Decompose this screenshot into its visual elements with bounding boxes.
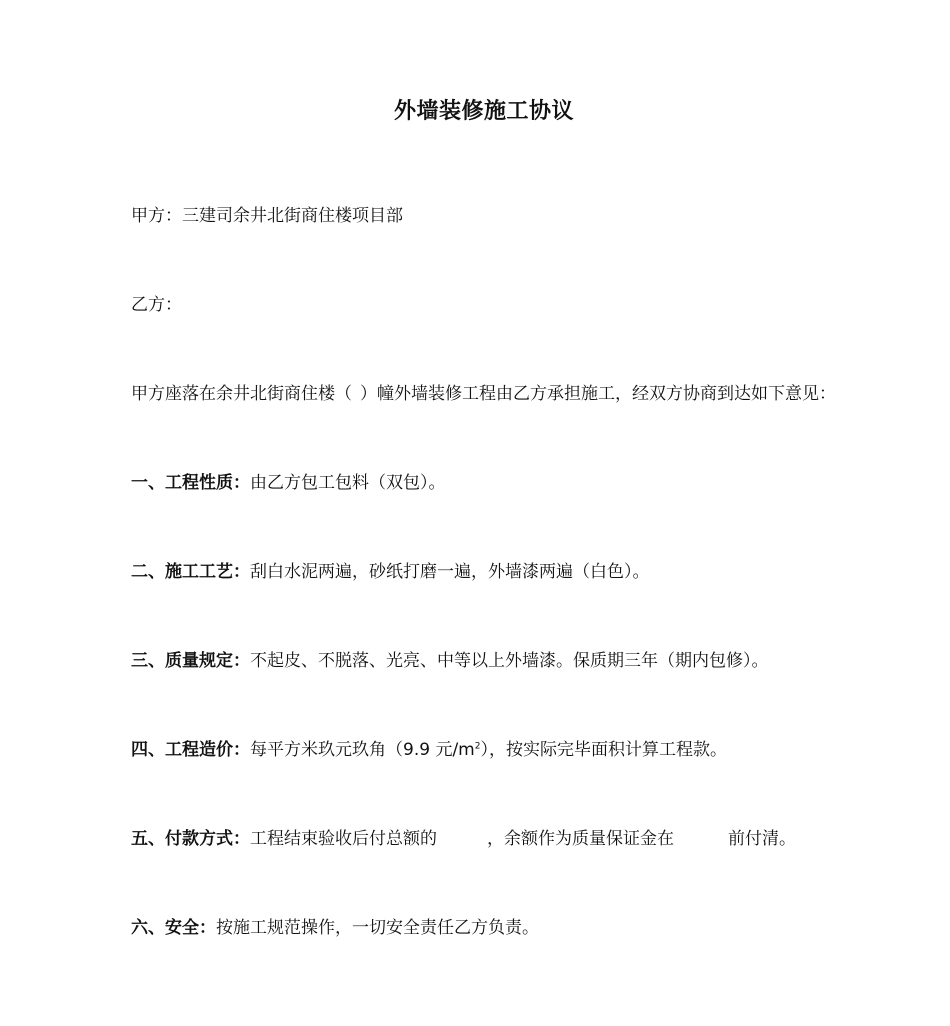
clause-5 — [131, 827, 796, 851]
clause-6 — [131, 916, 539, 940]
clause-3 — [131, 649, 769, 673]
clause-2 — [131, 560, 650, 584]
party-a-line: 甲方：三建司余井北街商住楼项目部 — [131, 206, 403, 226]
clause-1-label: 一、工程性质： — [131, 473, 250, 493]
clause-2-label: 二、施工工艺： — [131, 562, 250, 582]
clause-4-text-before: 每平方米玖元玖角（9.9 元/m — [250, 740, 475, 760]
clause-5-label: 五、付款方式： — [131, 829, 250, 849]
clause-4-superscript: 2 — [474, 741, 481, 752]
clause-5-text-part2: ，余额作为质量保证金在 — [487, 829, 674, 849]
clause-1 — [131, 471, 446, 495]
intro-paragraph — [131, 382, 836, 406]
clause-5-text-part1: 工程结束验收后付总额的 — [250, 829, 437, 849]
clause-2-text: 刮白水泥两遍，砂纸打磨一遍，外墙漆两遍（白色）。 — [250, 562, 650, 582]
clause-6-text: 按施工规范操作，一切安全责任乙方负责。 — [216, 918, 539, 938]
clause-3-text: 不起皮、不脱落、光亮、中等以上外墙漆。保质期三年（期内包修）。 — [250, 651, 769, 671]
clause-5-text-part3: 前付清。 — [728, 829, 796, 849]
document-title: 外墙装修施工协议 — [393, 99, 574, 124]
clause-3-label: 三、质量规定： — [131, 651, 250, 671]
clause-1-text: 由乙方包工包料（双包）。 — [250, 473, 446, 493]
clause-4-text-after: ），按实际完毕面积计算工程款。 — [480, 740, 727, 760]
clause-6-label: 六、安全： — [131, 918, 216, 938]
clause-4-label: 四、工程造价： — [131, 740, 250, 760]
party-b-line: 乙方： — [131, 295, 182, 315]
intro-text-after: ）幢外墙装修工程由乙方承担施工，经双方协商到达如下意见： — [360, 384, 836, 404]
clause-4 — [131, 738, 727, 762]
intro-text-before: 甲方座落在余井北街商住楼（ — [131, 384, 352, 404]
